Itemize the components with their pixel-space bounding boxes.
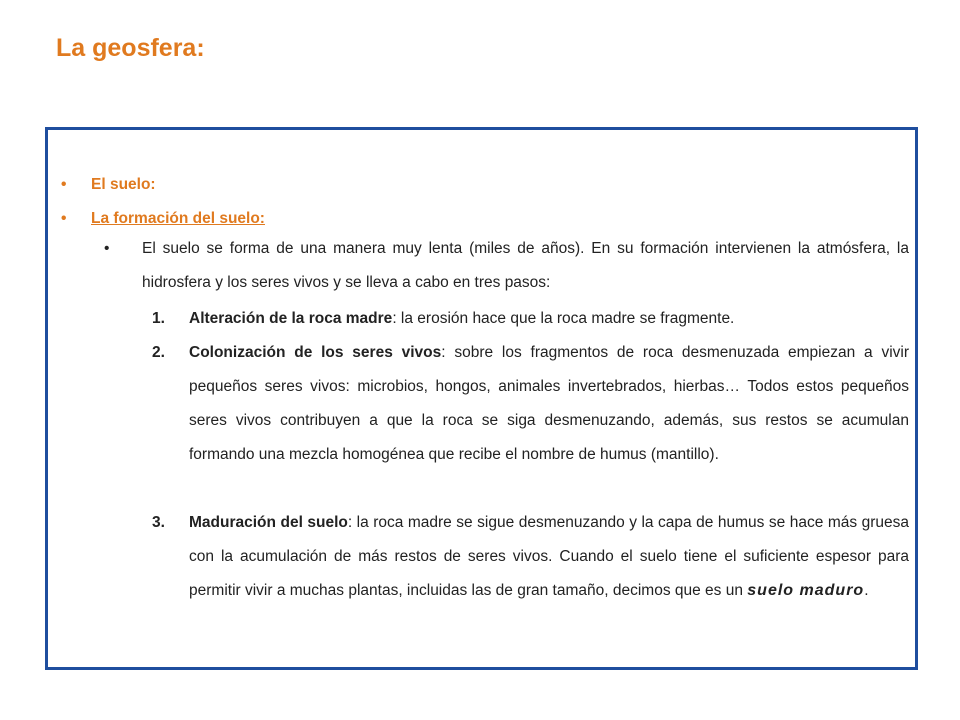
- step-text: : la erosión hace que la roca madre se fragmente.: [392, 310, 735, 327]
- step-item-3: [152, 506, 909, 608]
- step-term: Colonización de los seres vivos: [189, 344, 442, 361]
- step-number: 2.: [152, 344, 165, 361]
- bullet-label: El suelo:: [91, 176, 156, 193]
- step-term: Maduración del suelo: [189, 514, 348, 531]
- bullet-label: La formación del suelo:: [91, 210, 265, 227]
- step-number: 1.: [152, 310, 165, 327]
- bullet-dot-icon: •: [104, 240, 110, 257]
- step-item-1: [152, 302, 909, 336]
- step-end: .: [864, 582, 869, 599]
- slide-title: La geosfera:: [56, 34, 205, 62]
- bullet-dot-icon: •: [61, 210, 67, 227]
- step-text: : sobre los fragmentos de roca desmenuzada empiezan a vivir pequeños seres vivos: microbios, hongos, animales invertebrados, hierbas… Todos estos pequeños seres vivos contribuyen a que la roca se siga desmenuzando, además, sus restos se acumulan formando una mezcla homogénea que recibe el nombre de humus (mantillo).: [189, 344, 909, 463]
- step-item-2: [152, 336, 909, 472]
- paragraph-text: El suelo se forma de una manera muy lenta (miles de años). En su formación intervienen la atmósfera, la hidrosfera y los seres vivos y se lleva a cabo en tres pasos:: [142, 240, 909, 291]
- bullet-dot-icon: •: [61, 176, 67, 193]
- content-area: [48, 130, 915, 667]
- step-text: : la roca madre se sigue desmenuzando y la capa de humus se hace más gruesa con la acumulación de más restos de seres vivos. Cuando el suelo tiene el suficiente espesor para permitir vivir a muchas plantas, incluidas las de gran tamaño, decimos que es un: [189, 514, 909, 599]
- sub-bullet-paragraph: [104, 232, 909, 300]
- step-term: Alteración de la roca madre: [189, 310, 393, 327]
- step-number: 3.: [152, 514, 165, 531]
- step-emphasis: suelo maduro: [747, 582, 865, 599]
- content-box: [45, 127, 918, 670]
